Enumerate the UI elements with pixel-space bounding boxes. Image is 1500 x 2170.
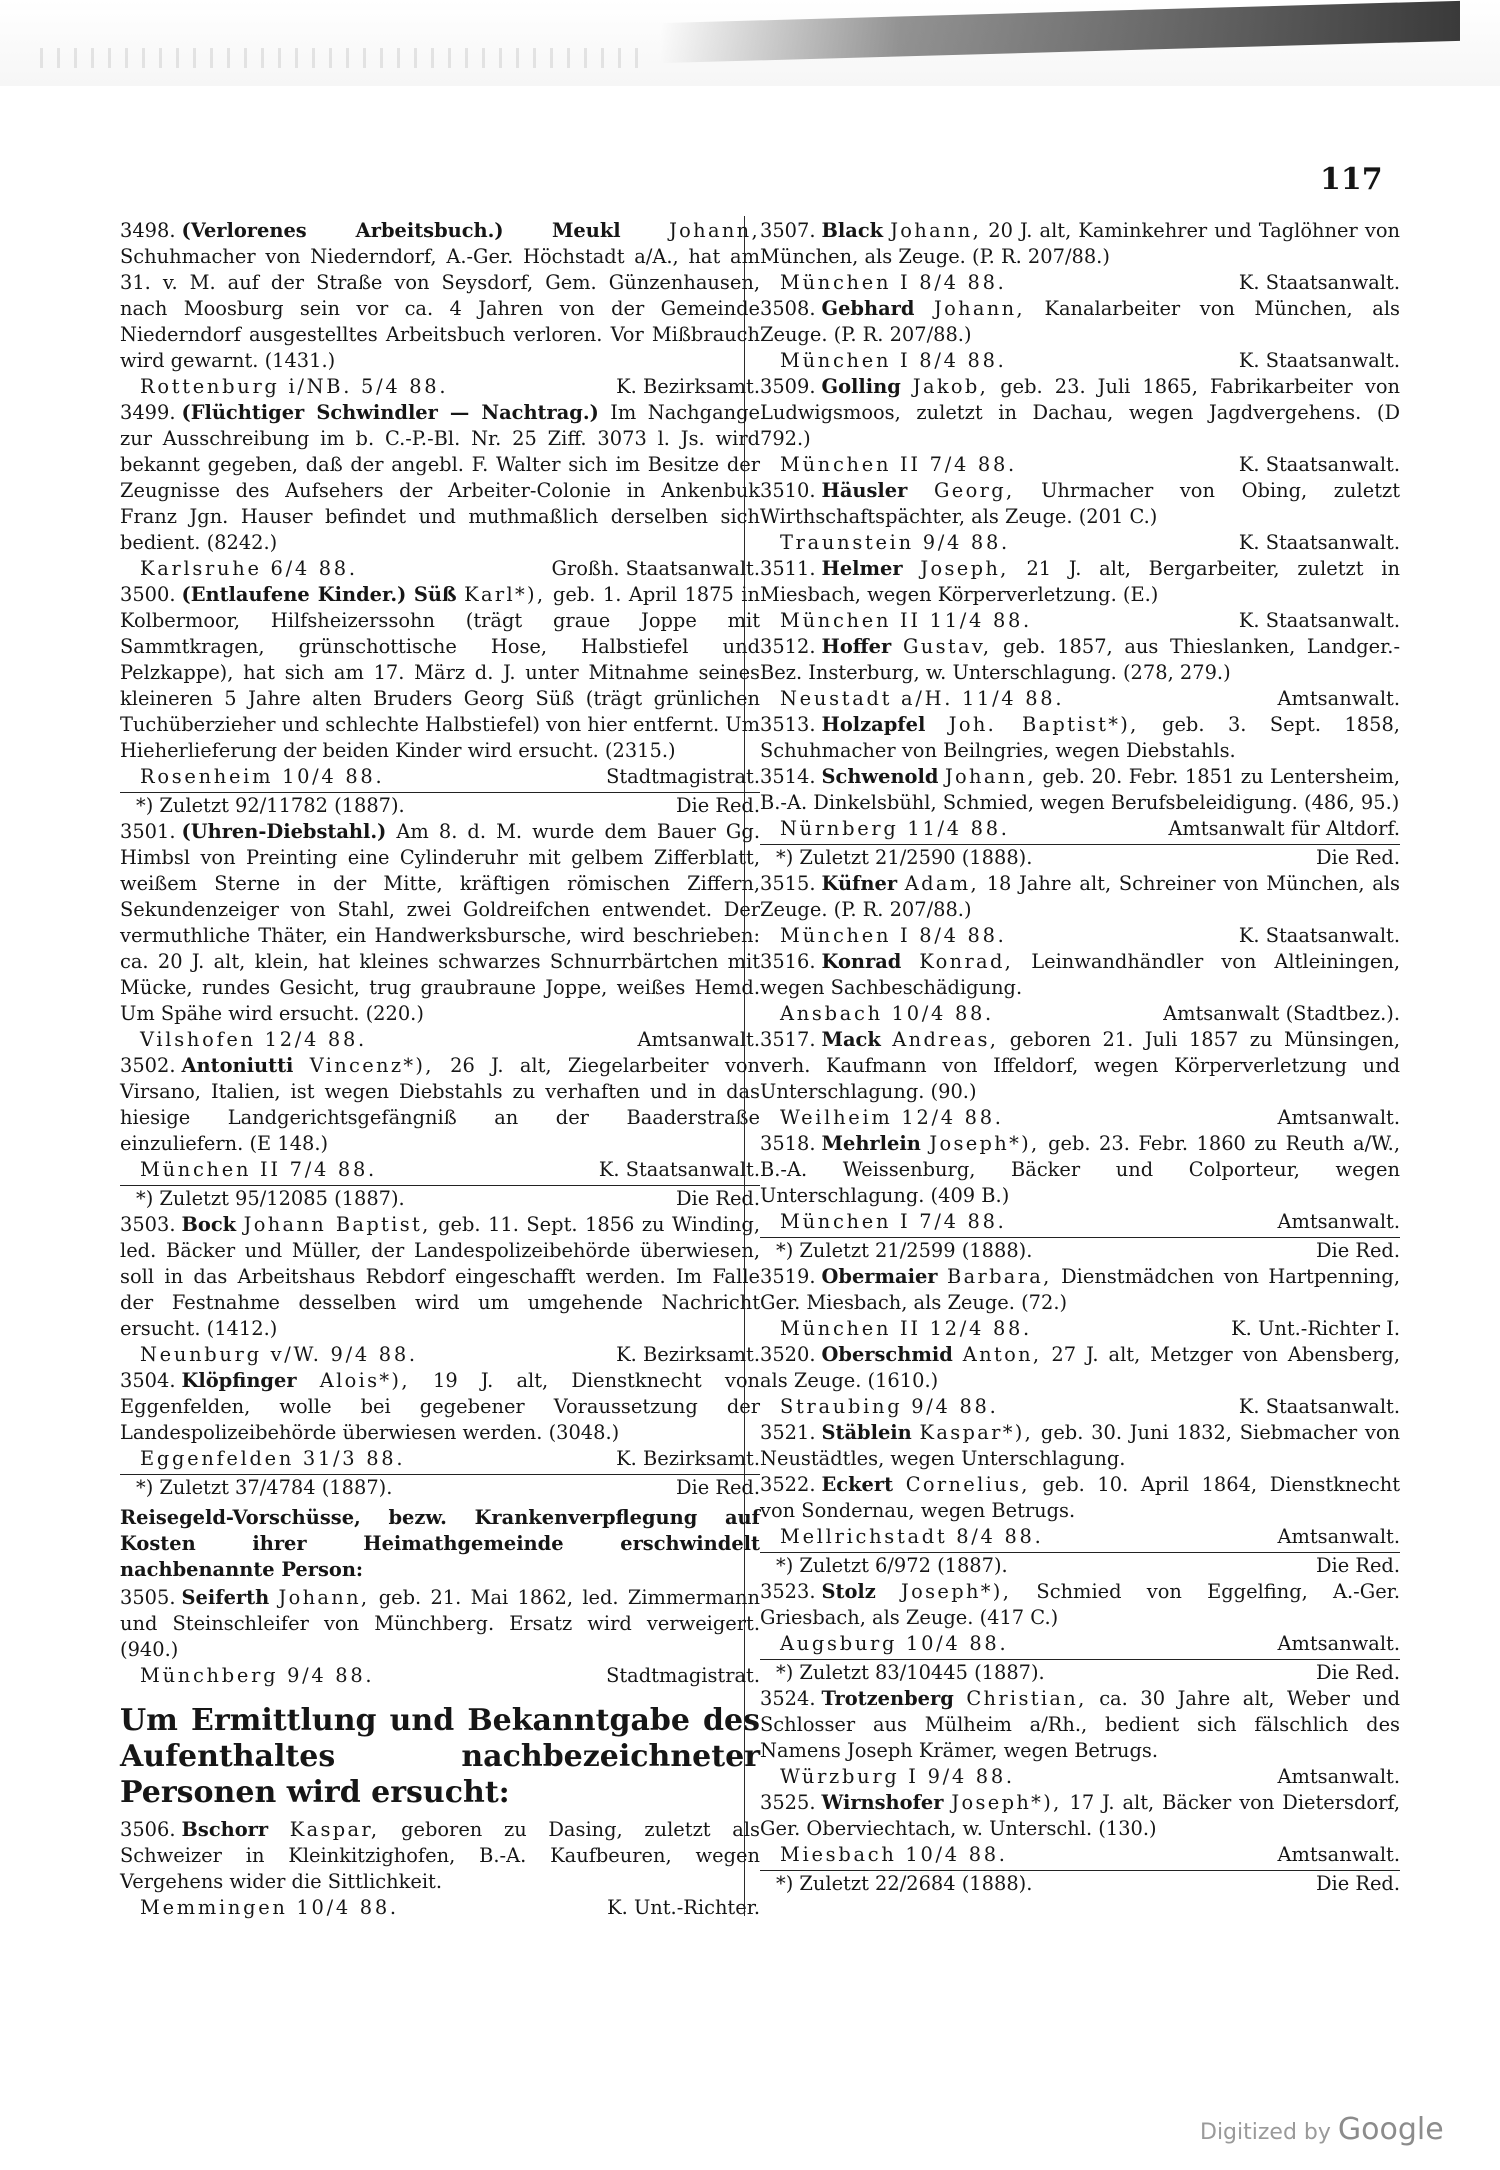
entry-number: 3508. — [760, 297, 816, 320]
place-date: Nürnberg 11/4 88. — [780, 817, 1010, 840]
entry-number: 3509. — [760, 375, 816, 398]
entry-number: 3518. — [760, 1132, 816, 1155]
notice-entry — [760, 556, 1400, 608]
entry-text: 27 J. alt, Metzger von Abensberg, als Zeuge. (1610.) — [760, 1343, 1400, 1392]
place-date: München II 12/4 88. — [780, 1317, 1032, 1340]
place-date: München I 8/4 88. — [780, 349, 1007, 372]
scan-top-edge — [0, 0, 1500, 86]
place-date: Münchberg 9/4 88. — [140, 1664, 375, 1687]
place-date: München I 7/4 88. — [780, 1210, 1007, 1233]
notice-entry — [120, 1212, 760, 1342]
issuing-authority: K. Bezirksamt. — [616, 1447, 760, 1470]
notice-entry — [120, 582, 760, 764]
place-date-line — [760, 1105, 1400, 1131]
footnote-reference: *) Zuletzt 95/12085 (1887). — [136, 1187, 405, 1210]
entry-text: geb. 10. April 1864, Dienstknecht von Sondernau, wegen Betrugs. — [760, 1473, 1401, 1522]
issuing-authority: K. Unt.-Richter. — [607, 1896, 760, 1919]
issuing-authority: Amtsanwalt für Altdorf. — [1168, 817, 1400, 840]
entry-text: Schmied von Eggelfing, A.-Ger. Griesbach, als Zeuge. (417 C.) — [760, 1580, 1400, 1629]
entry-text: geboren 21. Juli 1857 zu Münsingen, verh. Kaufmann von Iffeldorf, wegen Körperverletzung und Unterschlagung. (90.) — [760, 1028, 1400, 1103]
entry-given-name: Joseph*), — [929, 1132, 1040, 1155]
notice-entry — [760, 949, 1400, 1001]
entry-text: 17 J. alt, Bäcker von Dietersdorf, Ger. Oberviechtach, w. Unterschl. (130.) — [760, 1791, 1400, 1840]
footnote-line — [760, 844, 1400, 871]
place-date: Weilheim 12/4 88. — [780, 1106, 1004, 1129]
place-date-line — [120, 1342, 760, 1368]
footnote-line — [120, 792, 760, 819]
place-date-line — [760, 1842, 1400, 1868]
entry-text: Leinwandhändler von Altleiningen, wegen Sachbeschädigung. — [760, 950, 1400, 999]
issuing-authority: K. Staatsanwalt. — [1238, 349, 1400, 372]
notice-entry — [120, 218, 760, 374]
notice-entry — [760, 634, 1400, 686]
entry-surname: Antoniutti — [181, 1054, 294, 1077]
entry-text: geboren zu Dasing, zuletzt als Schweizer in Kleinkitzighofen, B.-A. Kaufbeuren, wegen Vergehens wider die Sittlichkeit. — [120, 1818, 760, 1893]
watermark-prefix: Digitized by — [1200, 2120, 1331, 2145]
place-date: Rottenburg i/NB. 5/4 88. — [140, 375, 449, 398]
entry-number: 3498. — [120, 219, 176, 242]
entry-text: ca. 30 Jahre alt, Weber und Schlosser aus Mülheim a/Rh., bedient sich fälschlich des Namens Joseph Krämer, wegen Betrugs. — [760, 1687, 1401, 1762]
entry-text: Uhrmacher von Obing, zuletzt Wirthschaftspächter, als Zeuge. (201 C.) — [760, 479, 1400, 528]
entry-number: 3523. — [760, 1580, 816, 1603]
place-date-line — [760, 348, 1400, 374]
entry-surname: Stäblein — [821, 1421, 912, 1444]
footnote-reference: *) Zuletzt 21/2590 (1888). — [776, 846, 1033, 869]
issuing-authority: K. Staatsanwalt. — [1238, 924, 1400, 947]
notice-entry — [760, 478, 1400, 530]
place-date-line — [120, 556, 760, 582]
place-date: Eggenfelden 31/3 88. — [140, 1447, 406, 1470]
entry-surname: Holzapfel — [821, 713, 926, 736]
place-date: Mellrichstadt 8/4 88. — [780, 1525, 1044, 1548]
entry-number: 3521. — [760, 1421, 816, 1444]
entry-surname: Golling — [821, 375, 901, 398]
issuing-authority: K. Staatsanwalt. — [1238, 531, 1400, 554]
entry-surname: Bschorr — [181, 1818, 269, 1841]
notice-entry — [760, 296, 1400, 348]
footnote-editor: Die Red. — [675, 1187, 760, 1210]
entry-surname: Häusler — [821, 479, 908, 502]
entry-surname: Stolz — [821, 1580, 876, 1603]
entry-surname: Black — [821, 219, 884, 242]
entry-heading: (Entlaufene Kinder.) — [181, 583, 407, 606]
footnote-editor: Die Red. — [1315, 1661, 1400, 1684]
issuing-authority: K. Staatsanwalt. — [1238, 609, 1400, 632]
entry-text: geb. 21. Mai 1862, led. Zimmermann und Steinschleifer von Münchberg. Ersatz wird verweigert. (940.) — [120, 1586, 760, 1661]
place-date: Traunstein 9/4 88. — [780, 531, 1010, 554]
notice-entry — [120, 1053, 760, 1157]
footnote-line — [760, 1552, 1400, 1579]
place-date-line — [760, 1209, 1400, 1235]
notice-entry — [760, 712, 1400, 764]
entry-text: Kanalarbeiter von München, als Zeuge. (P. R. 207/88.) — [760, 297, 1400, 346]
place-date-line — [120, 764, 760, 790]
place-date: München II 7/4 88. — [780, 453, 1017, 476]
entry-number: 3502. — [120, 1054, 176, 1077]
section-note: Reisegeld-Vorschüsse, bezw. Krankenverpflegung auf Kosten ihrer Heimathgemeinde erschwindelt nachbenannte Person: — [120, 1506, 760, 1581]
entry-surname: Meukl — [551, 219, 621, 242]
entry-given-name: Joh. Baptist*), — [948, 713, 1139, 736]
issuing-authority: Großh. Staatsanwalt. — [551, 557, 760, 580]
issuing-authority: K. Staatsanwalt. — [598, 1158, 760, 1181]
footnote-reference: *) Zuletzt 92/11782 (1887). — [136, 794, 405, 817]
entry-text: Im Nachgange zur Ausschreibung im b. C.-P.-Bl. Nr. 25 Ziff. 3073 l. Js. wird bekannt gegeben, daß der angebl. F. Walter sich im Besitze der Zeugnisse des Aufsehers der Arbeiter-Colonie in Ankenbuk Franz Jgn. Hauser befindet und muthmaßlich derselben sich bedient. (8242.) — [120, 401, 761, 554]
entry-number: 3524. — [760, 1687, 816, 1710]
entry-text: 20 J. alt, Kaminkehrer und Taglöhner von München, als Zeuge. (P. R. 207/88.) — [760, 219, 1400, 268]
place-date-line — [760, 452, 1400, 478]
entry-given-name: Barbara, — [947, 1265, 1052, 1288]
notice-entry — [760, 374, 1400, 452]
entry-given-name: Anton, — [962, 1343, 1042, 1366]
place-date: Augsburg 10/4 88. — [780, 1632, 1009, 1655]
entry-number: 3519. — [760, 1265, 816, 1288]
place-date-line — [760, 1764, 1400, 1790]
place-date: Neunburg v/W. 9/4 88. — [140, 1343, 418, 1366]
issuing-authority: K. Staatsanwalt. — [1238, 453, 1400, 476]
place-date-line — [120, 1027, 760, 1053]
entry-given-name: Johann Baptist, — [243, 1213, 431, 1236]
issuing-authority: K. Staatsanwalt. — [1238, 1395, 1400, 1418]
right-column — [760, 218, 1400, 1897]
place-date-line — [120, 1895, 760, 1921]
entry-text: geb. 11. Sept. 1856 zu Winding, led. Bäcker und Müller, der Landespolizeibehörde überwiesen, soll in das Arbeitshaus Rebdorf eingeschafft werden. Im Falle der Festnahme desselben wird um umgehende Nachricht ersucht. (1412.) — [120, 1213, 760, 1340]
notice-entry — [120, 1585, 760, 1663]
issuing-authority: Stadtmagistrat. — [606, 765, 760, 788]
entry-text: geb. 23. Juli 1865, Fabrikarbeiter von Ludwigsmoos, zuletzt in Dachau, wegen Jagdvergehens. (D 792.) — [760, 375, 1400, 450]
footnote-line — [760, 1237, 1400, 1264]
notice-entry — [760, 871, 1400, 923]
issuing-authority: K. Unt.-Richter I. — [1231, 1317, 1400, 1340]
place-date: Memmingen 10/4 88. — [140, 1896, 399, 1919]
entry-surname: Hoffer — [821, 635, 892, 658]
entry-surname: Wirnshofer — [821, 1791, 944, 1814]
left-column — [120, 218, 760, 1921]
place-date-line — [760, 270, 1400, 296]
issuing-authority: K. Bezirksamt. — [616, 375, 760, 398]
entry-surname: Küfner — [821, 872, 898, 895]
place-date-line — [760, 1316, 1400, 1342]
place-date: Neustadt a/H. 11/4 88. — [780, 687, 1065, 710]
entry-number: 3516. — [760, 950, 816, 973]
issuing-authority: Amtsanwalt. — [1277, 1632, 1400, 1655]
place-date: Ansbach 10/4 88. — [780, 1002, 994, 1025]
entry-number: 3515. — [760, 872, 816, 895]
entry-given-name: Adam, — [904, 872, 979, 895]
entry-heading: (Flüchtiger Schwindler — Nachtrag.) — [181, 401, 599, 424]
entry-number: 3517. — [760, 1028, 816, 1051]
place-date-line — [760, 1631, 1400, 1657]
footnote-editor: Die Red. — [675, 794, 760, 817]
entry-number: 3520. — [760, 1343, 816, 1366]
place-date-line — [760, 608, 1400, 634]
entry-number: 3501. — [120, 820, 176, 843]
entry-given-name: Cornelius, — [905, 1473, 1030, 1496]
entry-given-name: Jakob, — [912, 375, 989, 398]
notice-entry — [760, 1579, 1400, 1631]
entry-number: 3506. — [120, 1818, 176, 1841]
place-date: München II 11/4 88. — [780, 609, 1032, 632]
place-date-line — [120, 374, 760, 400]
entry-given-name: Joseph, — [920, 557, 1009, 580]
entry-text: 21 J. alt, Bergarbeiter, zuletzt in Miesbach, wegen Körperverletzung. (E.) — [760, 557, 1400, 606]
entry-heading: (Verlorenes Arbeitsbuch.) — [181, 219, 504, 242]
place-date-line — [120, 1157, 760, 1183]
entry-text: geb. 20. Febr. 1851 zu Lentersheim, B.-A. Dinkelsbühl, Schmied, wegen Berufsbeleidigung. (486, 95.) — [760, 765, 1400, 814]
footnote-line — [760, 1870, 1400, 1897]
notice-entry — [120, 819, 760, 1027]
entry-number: 3522. — [760, 1473, 816, 1496]
entry-text: 18 Jahre alt, Schreiner von München, als Zeuge. (P. R. 207/88.) — [760, 872, 1400, 921]
footnote-reference: *) Zuletzt 6/972 (1887). — [776, 1554, 1008, 1577]
entry-surname: Obermaier — [821, 1265, 938, 1288]
entry-given-name: Karl*), — [464, 583, 546, 606]
entry-text: geb. 1. April 1875 in Kolbermoor, Hilfsheizerssohn (trägt graue Joppe mit Sammtkragen, grünschottische Hose, Halbstiefel und Pelzkappe), hat sich am 17. März d. J. unter Mitnahme seines kleineren 5 Jahre alten Bruders Georg Süß (trägt grünlichen Tuchüberzieher und schlechte Halbstiefel) von hier entfernt. Um Hieherlieferung der beiden Kinder wird ersucht. (2315.) — [120, 583, 760, 762]
entry-surname: Schwenold — [821, 765, 939, 788]
notice-entry — [760, 1420, 1400, 1472]
place-date: Würzburg I 9/4 88. — [780, 1765, 1015, 1788]
entry-text: geb. 3. Sept. 1858, Schuhmacher von Beilngries, wegen Diebstahls. — [760, 713, 1400, 762]
entry-given-name: Joseph*), — [951, 1791, 1062, 1814]
footnote-reference: *) Zuletzt 83/10445 (1887). — [776, 1661, 1045, 1684]
notice-entry — [120, 400, 760, 556]
entry-surname: Gebhard — [821, 297, 915, 320]
scan-shadow — [660, 1, 1460, 63]
entry-number: 3513. — [760, 713, 816, 736]
entry-given-name: Johann, — [669, 219, 760, 242]
entry-surname: Bock — [181, 1213, 237, 1236]
entry-text: Am 8. d. M. wurde dem Bauer Gg. Himbsl von Preinting eine Cylinderuhr mit gelbem Zifferblatt, weißem Sterne in der Mitte, kräftigen römischen Ziffern, Sekundenzeiger von Stahl, zwei Goldreifchen entwendet. Der vermuthliche Thäter, ein Handwerksbursche, wird beschrieben: ca. 20 J. alt, klein, hat kleines schwarzes Schnurrbärtchen mit Mücke, rundes Gesicht, trug graubraune Joppe, weißes Hemd. Um Spähe wird ersucht. (220.) — [120, 820, 760, 1025]
place-date-line — [760, 686, 1400, 712]
issuing-authority: Amtsanwalt. — [1277, 1210, 1400, 1233]
entry-text: Dienstmädchen von Hartpenning, Ger. Miesbach, als Zeuge. (72.) — [760, 1265, 1400, 1314]
entry-given-name: Gustav, — [902, 635, 992, 658]
place-date-line — [760, 1394, 1400, 1420]
entry-given-name: Johann, — [890, 219, 982, 242]
place-date: Rosenheim 10/4 88. — [140, 765, 385, 788]
place-date: Vilshofen 12/4 88. — [140, 1028, 367, 1051]
entry-number: 3512. — [760, 635, 816, 658]
place-date-line — [760, 1524, 1400, 1550]
entry-number: 3525. — [760, 1791, 816, 1814]
entry-surname: Eckert — [821, 1473, 894, 1496]
entry-surname: Konrad — [821, 950, 902, 973]
entry-text: Schuhmacher von Niederndorf, A.-Ger. Höchstadt a/A., hat am 31. v. M. auf der Straße von Seysdorf, Gem. Günzenhausen, nach Moosburg sein vor ca. 4 Jahren von der Gemeinde Niederndorf ausgestelltes Arbeitsbuch verloren. Vor Mißbrauch wird gewarnt. (1431.) — [120, 245, 760, 372]
footnote-reference: *) Zuletzt 21/2599 (1888). — [776, 1239, 1033, 1262]
entry-number: 3499. — [120, 401, 176, 424]
entry-number: 3505. — [120, 1586, 176, 1609]
notice-entry — [760, 1790, 1400, 1842]
issuing-authority: Amtsanwalt. — [1277, 687, 1400, 710]
entry-given-name: Johann, — [933, 297, 1025, 320]
notice-entry — [760, 1131, 1400, 1209]
entry-surname: Süß — [413, 583, 457, 606]
footnote-editor: Die Red. — [1315, 846, 1400, 869]
entry-surname: Helmer — [821, 557, 903, 580]
section-heading: Um Ermittlung und Bekanntgabe des Aufenthaltes nachbezeichneter Personen wird ersucht: — [120, 1703, 760, 1810]
entry-number: 3514. — [760, 765, 816, 788]
place-date-line — [120, 1446, 760, 1472]
footnote-reference: *) Zuletzt 22/2684 (1888). — [776, 1872, 1033, 1895]
entry-surname: Oberschmid — [821, 1343, 953, 1366]
issuing-authority: Amtsanwalt. — [1277, 1843, 1400, 1866]
page-number: 117 — [1320, 162, 1383, 197]
entry-surname: Seiferth — [181, 1586, 270, 1609]
place-date: Miesbach 10/4 88. — [780, 1843, 1008, 1866]
entry-given-name: Kaspar*), — [919, 1421, 1034, 1444]
issuing-authority: K. Bezirksamt. — [616, 1343, 760, 1366]
place-date: Straubing 9/4 88. — [780, 1395, 999, 1418]
entry-surname: Trotzenberg — [821, 1687, 954, 1710]
entry-given-name: Kaspar, — [289, 1818, 380, 1841]
entry-given-name: Konrad, — [919, 950, 1014, 973]
entry-heading: (Uhren-Diebstahl.) — [181, 820, 387, 843]
entry-text: geb. 23. Febr. 1860 zu Reuth a/W., B.-A. Weissenburg, Bäcker und Colporteur, wegen Unterschlagung. (409 B.) — [760, 1132, 1401, 1207]
footnote-line — [120, 1185, 760, 1212]
entry-number: 3500. — [120, 583, 176, 606]
entry-number: 3511. — [760, 557, 816, 580]
place-date: Karlsruhe 6/4 88. — [140, 557, 358, 580]
entry-given-name: Georg, — [933, 479, 1015, 502]
issuing-authority: Amtsanwalt. — [1277, 1106, 1400, 1129]
place-date: München II 7/4 88. — [140, 1158, 377, 1181]
entry-given-name: Christian, — [966, 1687, 1087, 1710]
entry-number: 3504. — [120, 1369, 176, 1392]
notice-entry — [120, 1817, 760, 1895]
issuing-authority: Amtsanwalt. — [637, 1028, 760, 1051]
scan-specks — [40, 48, 640, 68]
place-date-line — [760, 530, 1400, 556]
entry-text: geb. 1857, aus Thieslanken, Landger.-Bez. Insterburg, w. Unterschlagung. (278, 279.) — [760, 635, 1400, 684]
digitized-watermark — [1200, 2112, 1444, 2147]
footnote-editor: Die Red. — [1315, 1872, 1400, 1895]
footnote-line — [120, 1474, 760, 1501]
notice-entry — [760, 1686, 1400, 1764]
entry-number: 3510. — [760, 479, 816, 502]
footnote-line — [760, 1659, 1400, 1686]
entry-surname: Mack — [821, 1028, 881, 1051]
entry-given-name: Vincenz*), — [309, 1054, 434, 1077]
issuing-authority: K. Staatsanwalt. — [1238, 271, 1400, 294]
issuing-authority: Stadtmagistrat. — [606, 1664, 760, 1687]
notice-entry — [760, 218, 1400, 270]
entry-given-name: Johann, — [278, 1586, 370, 1609]
watermark-brand: Google — [1337, 2112, 1444, 2147]
notice-entry — [120, 1368, 760, 1446]
footnote-editor: Die Red. — [1315, 1239, 1400, 1262]
entry-given-name: Andreas, — [892, 1028, 999, 1051]
entry-given-name: Johann, — [944, 765, 1036, 788]
place-date: München I 8/4 88. — [780, 924, 1007, 947]
issuing-authority: Amtsanwalt. — [1277, 1765, 1400, 1788]
notice-entry — [760, 764, 1400, 816]
place-date: München I 8/4 88. — [780, 271, 1007, 294]
place-date-line — [760, 1001, 1400, 1027]
issuing-authority: Amtsanwalt. — [1277, 1525, 1400, 1548]
entry-given-name: Joseph*), — [901, 1580, 1012, 1603]
footnote-editor: Die Red. — [675, 1476, 760, 1499]
entry-number: 3503. — [120, 1213, 176, 1236]
entry-surname: Mehrlein — [821, 1132, 921, 1155]
place-date-line — [760, 816, 1400, 842]
entry-number: 3507. — [760, 219, 816, 242]
notice-entry — [760, 1264, 1400, 1316]
notice-entry — [760, 1472, 1400, 1524]
footnote-editor: Die Red. — [1315, 1554, 1400, 1577]
entry-surname: Klöpfinger — [181, 1369, 297, 1392]
entry-text: 19 J. alt, Dienstknecht von Eggenfelden, wolle bei gegebener Voraussetzung der Landespolizeibehörde überwiesen werden. (3048.) — [120, 1369, 760, 1444]
footnote-reference: *) Zuletzt 37/4784 (1887). — [136, 1476, 393, 1499]
entry-text: geb. 30. Juni 1832, Siebmacher von Neustädtles, wegen Unterschlagung. — [760, 1421, 1400, 1470]
entry-text: 26 J. alt, Ziegelarbeiter von Virsano, Italien, ist wegen Diebstahls zu verhaften und in das hiesige Landgerichtsgefängniß an der Baaderstraße einzuliefern. (E 148.) — [120, 1054, 760, 1155]
notice-entry — [760, 1342, 1400, 1394]
place-date-line — [760, 923, 1400, 949]
entry-given-name: Alois*), — [319, 1369, 410, 1392]
place-date-line — [120, 1663, 760, 1689]
issuing-authority: Amtsanwalt (Stadtbez.). — [1163, 1002, 1400, 1025]
notice-entry — [760, 1027, 1400, 1105]
